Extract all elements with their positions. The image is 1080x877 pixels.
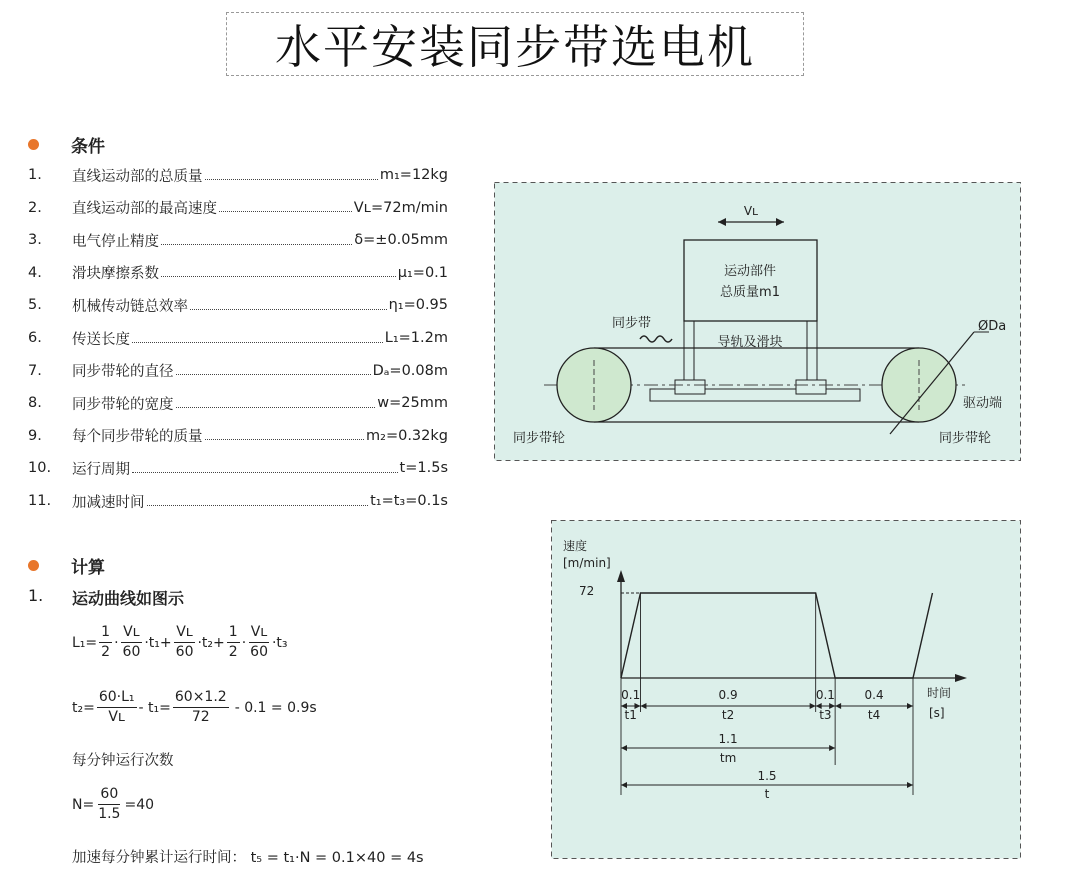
x-axis-label-1: 时间 <box>927 686 952 700</box>
runs-label: 每分钟运行次数 <box>72 753 174 769</box>
denominator: 2 <box>101 644 111 660</box>
condition-number: 5. <box>28 297 42 314</box>
bullet-dot-icon <box>28 560 39 571</box>
y-axis-label-2: [m/min] <box>563 556 611 570</box>
conditions-heading <box>28 132 105 157</box>
condition-row <box>28 328 448 348</box>
diameter-label: ØDa <box>978 319 1007 334</box>
condition-label: 同步带轮的宽度 <box>72 396 174 413</box>
formula-term: ·t₂+ <box>197 634 225 651</box>
leader-dots <box>219 211 352 212</box>
condition-value: Dₐ=0.08m <box>372 362 448 379</box>
leader-dots <box>161 276 396 277</box>
condition-row <box>28 491 448 511</box>
formula-term: =40 <box>124 796 155 813</box>
denominator: 2 <box>228 644 238 660</box>
formula-term: t₂= <box>72 699 95 716</box>
condition-row <box>28 165 448 185</box>
pulley-right-label: 同步带轮 <box>939 431 992 446</box>
segment-label: t4 <box>867 708 881 722</box>
leader-dots <box>161 244 352 245</box>
condition-number: 7. <box>28 362 42 379</box>
condition-row <box>28 263 448 283</box>
denominator: 60 <box>122 644 141 660</box>
segment-value: 0.1 <box>815 688 835 702</box>
leader-dots <box>132 342 383 343</box>
segment-value: 0.4 <box>864 688 884 702</box>
segment-value: 0.1 <box>621 688 641 702</box>
condition-value: m₂=0.32kg <box>366 427 448 444</box>
numerator: 60×1.2 <box>173 688 229 708</box>
x-axis-label-2: [s] <box>929 706 945 720</box>
formula-term: ·t₃ <box>271 634 288 651</box>
accel-time-text: 加速每分钟累计运行时间： t₅ = t₁·N = 0.1×40 = 4s <box>72 850 424 866</box>
calc-heading-text: 计算 <box>71 558 105 578</box>
segment-value: 0.9 <box>718 688 738 702</box>
drive-label: 驱动端 <box>963 396 1003 411</box>
condition-number: 2. <box>28 199 42 216</box>
part-label-2: 总质量m1 <box>720 285 780 300</box>
numerator: Vʟ <box>174 623 195 643</box>
condition-label: 电气停止精度 <box>72 233 159 250</box>
condition-value: μ₁=0.1 <box>397 264 448 281</box>
condition-value: η₁=0.95 <box>388 297 448 314</box>
fraction <box>173 688 229 727</box>
formula-term: ·t₁+ <box>144 634 172 651</box>
velocity-label: Vʟ <box>743 204 759 218</box>
calc-heading <box>28 553 105 578</box>
denominator: Vʟ <box>108 709 126 725</box>
condition-row <box>28 230 448 250</box>
total-t-value: 1.5 <box>757 769 777 783</box>
pulley-left <box>557 348 631 422</box>
condition-row <box>28 361 448 381</box>
pulley-left-label: 同步带轮 <box>513 431 566 446</box>
formula-l1 <box>72 623 288 662</box>
condition-label: 直线运动部的最高速度 <box>72 201 217 218</box>
condition-number: 10. <box>28 460 52 477</box>
condition-row <box>28 393 448 413</box>
pulley-right <box>882 348 956 422</box>
step-number: 1. <box>28 586 44 605</box>
denominator: 1.5 <box>98 806 121 822</box>
condition-label: 加减速时间 <box>72 494 145 511</box>
condition-value: m₁=12kg <box>379 167 448 183</box>
condition-value: t₁=t₃=0.1s <box>370 493 448 509</box>
mechanism-diagram <box>494 182 1021 461</box>
numerator: Vʟ <box>249 623 270 643</box>
page-title: 水平安装同步带选电机 <box>275 20 755 74</box>
slider-block <box>796 380 826 394</box>
condition-number: 4. <box>28 264 42 281</box>
segment-label: t2 <box>721 708 735 722</box>
leader-dots <box>176 374 371 375</box>
condition-label: 传送长度 <box>72 331 130 348</box>
condition-value: Vʟ=72m/min <box>353 199 448 216</box>
formula-term: - t₁= <box>138 699 171 716</box>
denominator: 60 <box>250 644 268 660</box>
leader-dots <box>205 179 378 180</box>
fraction <box>248 623 270 662</box>
formula-term: · <box>241 634 247 651</box>
guide-label: 导轨及滑块 <box>717 335 783 350</box>
condition-label: 机械传动链总效率 <box>72 298 188 315</box>
total-t-label: t <box>764 787 770 801</box>
bullet-dot-icon <box>28 139 39 150</box>
condition-number: 8. <box>28 395 42 412</box>
numerator: 60 <box>98 785 120 805</box>
condition-label: 同步带轮的直径 <box>72 364 174 381</box>
calc-step-1 <box>28 586 184 609</box>
condition-row <box>28 426 448 446</box>
leader-dots <box>176 407 376 408</box>
y-axis-label-1: 速度 <box>563 539 588 553</box>
formula-term: · <box>114 634 119 651</box>
fraction <box>121 623 143 662</box>
leader-dots <box>190 309 387 310</box>
condition-label: 直线运动部的总质量 <box>72 168 203 185</box>
condition-number: 11. <box>28 493 52 509</box>
slider-block <box>675 380 705 394</box>
condition-value: t=1.5s <box>399 460 448 477</box>
fraction <box>97 688 137 727</box>
condition-number: 6. <box>28 330 42 346</box>
part-label-1: 运动部件 <box>723 264 777 279</box>
fraction <box>96 785 122 824</box>
condition-row <box>28 198 448 218</box>
condition-row <box>28 295 448 315</box>
segment-label: t1 <box>624 708 637 722</box>
total-tm-value: 1.1 <box>718 732 738 746</box>
condition-row <box>28 458 448 478</box>
condition-value: w=25mm <box>377 395 448 412</box>
formula-term: N= <box>72 796 95 813</box>
total-tm-label: tm <box>719 751 737 765</box>
condition-label: 滑块摩擦系数 <box>72 266 159 283</box>
numerator: 1 <box>99 623 112 643</box>
formula-n <box>72 785 154 824</box>
step-text: 运动曲线如图示 <box>72 589 185 608</box>
denominator: 60 <box>175 644 194 660</box>
y-tick-label: 72 <box>579 584 595 598</box>
condition-number: 9. <box>28 427 42 444</box>
condition-label: 运行周期 <box>72 461 130 478</box>
numerator: 60·L₁ <box>97 688 137 708</box>
condition-value: δ=±0.05mm <box>354 232 448 249</box>
leader-dots <box>205 439 365 440</box>
leader-dots <box>132 472 398 473</box>
condition-label: 每个同步带轮的质量 <box>72 429 203 446</box>
denominator: 72 <box>191 709 210 725</box>
condition-number: 3. <box>28 232 42 249</box>
fraction <box>227 623 240 662</box>
conditions-heading-text: 条件 <box>71 137 105 157</box>
motion-profile-chart <box>551 520 1021 859</box>
condition-value: L₁=1.2m <box>384 330 448 346</box>
leader-dots <box>147 505 369 506</box>
segment-label: t3 <box>819 708 832 722</box>
fraction <box>99 623 112 662</box>
numerator: Vʟ <box>121 623 142 643</box>
fraction <box>174 623 196 662</box>
formula-term: - 0.1 = 0.9s <box>234 699 317 716</box>
numerator: 1 <box>227 623 240 643</box>
formula-t2 <box>72 688 317 727</box>
title-box <box>226 12 804 76</box>
formula-term: L₁= <box>72 634 98 651</box>
belt-label: 同步带 <box>612 316 652 331</box>
condition-number: 1. <box>28 167 42 183</box>
